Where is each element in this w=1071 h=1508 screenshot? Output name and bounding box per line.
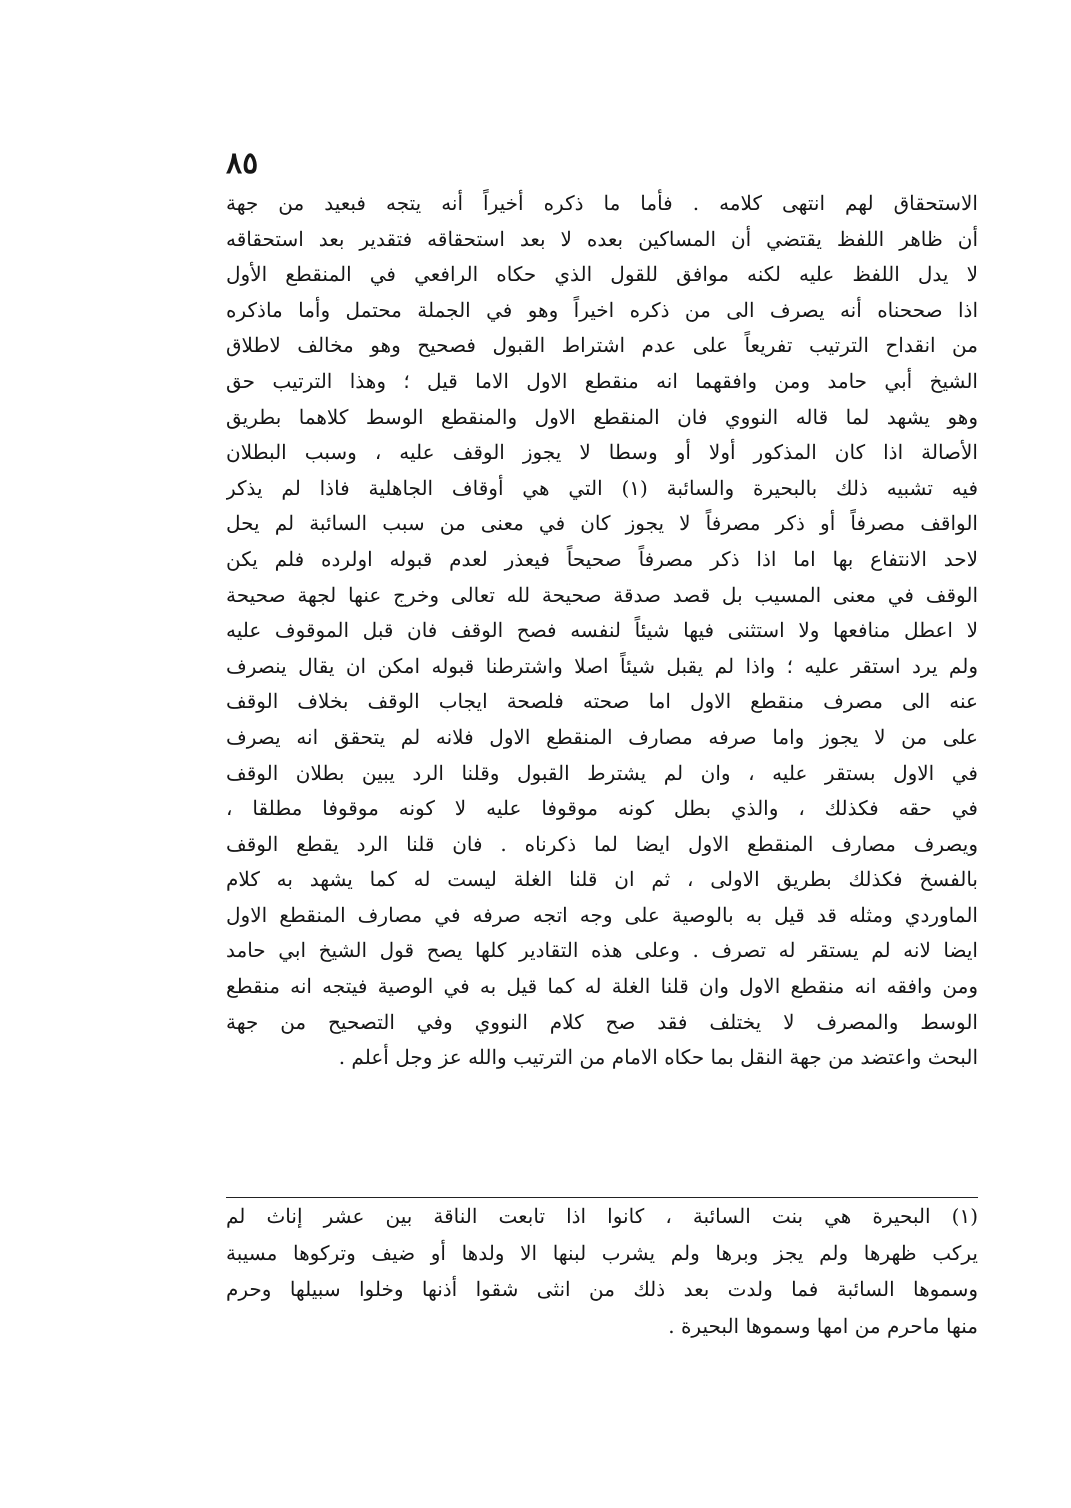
text-line: أن ظاهر اللفظ يقتضي أن المساكين بعده لا بعد استحقاقه فتقدير بعد استحقاقه <box>226 226 978 251</box>
text-line: ولم يرد استقر عليه ؛ واذا لم يقبل شيئاً اصلا واشترطنا قبوله امكن ان يقال ينصرف <box>226 653 978 678</box>
text-line: لا اعطل منافعها ولا استثنى فيها شيئاً لنفسه فصح الوقف فان قبل الموقوف عليه <box>226 618 978 643</box>
text-line: الماوردي ومثله قد قيل به بالوصية على وجه اتجه صرفه في مصارف المنقطع الاول <box>226 902 978 927</box>
footnote-line: يركب ظهرها ولم يجز وبرها ولم يشرب لبنها الا ولدها أو ضيف وتركوها مسيبة <box>226 1240 978 1265</box>
text-line: فيه تشبيه ذلك بالبحيرة والسائبة (١) التي هي أوقاف الجاهلية فاذا لم يذكر <box>226 475 978 500</box>
footnote-line: وسموها السائبة فما ولدت بعد ذلك من انثى شقوا أذنها وخلوا سبيلها وحرم <box>226 1277 978 1301</box>
footnote <box>226 1198 978 1344</box>
text-line: البحث واعتضد من جهة النقل بما حكاه الامام من الترتيب والله عز وجل أعلم . <box>338 1045 978 1070</box>
text-line: ويصرف مصارف المنقطع الاول ايضا لما ذكرناه . فان قلنا الرد يقطع الوقف <box>226 831 978 856</box>
footnote-line: منها ماحرم من امها وسموها البحيرة . <box>668 1313 978 1338</box>
text-line: في الاول بستقر عليه ، وان لم يشترط القبول وقلنا الرد يبين بطلان الوقف <box>226 760 978 785</box>
text-line: من انقداح الترتيب تفريعاً على عدم اشتراط القبول فصحيح وهو مخالف لاطلاق <box>226 333 978 358</box>
main-text <box>226 186 978 1076</box>
text-line: لاحد الانتفاع بها اما اذا ذكر مصرفاً صحيحاً فيعذر لعدم قبوله اولرده فلم يكن <box>226 546 978 571</box>
text-line: لا يدل اللفظ عليه لكنه موافق للقول الذي حكاه الرافعي في المنقطع الأول <box>226 262 978 287</box>
page-number: ٨٥ <box>226 146 259 181</box>
text-line: الأصالة اذا كان المذكور أولا أو وسطا لا يجوز الوقف عليه ، وسبب البطلان <box>226 440 978 465</box>
text-line: في حقه فكذلك ، والذي بطل كونه موقوفا عليه لا كونه موقوفا مطلقا ، <box>226 796 978 821</box>
footnote-line: (١) البحيرة هي بنت السائبة ، كانوا اذا تابعت الناقة بين عشر إناث لم <box>226 1204 978 1228</box>
text-line: ايضا لانه لم يستقر له تصرف . وعلى هذه التقادير كلها يصح قول الشيخ ابي حامد <box>226 938 978 963</box>
text-line: الاستحقاق لهم انتهى كلامه . فأما ما ذكره أخيراً أنه يتجه فبعيد من جهة <box>226 191 978 215</box>
text-line: الواقف مصرفاً أو ذكر مصرفاً لا يجوز كان في معنى من سبب السائبة لم يحل <box>226 511 978 536</box>
text-line: وهو يشهد لما قاله النووي فان المنقطع الاول والمنقطع الوسط كلاهما بطريق <box>226 404 978 429</box>
text-line: اذا صححناه أنه يصرف الى من ذكره اخيراً وهو في الجملة محتمل وأما ماذكره <box>226 297 978 322</box>
text-line: الوقف في معنى المسيب بل قصد صدقة صحيحة لله تعالى وخرج عنها لجهة صحيحة <box>226 582 978 607</box>
text-line: الوسط والمصرف لا يختلف فقد صح كلام النووي وفي التصحيح من جهة <box>226 1009 978 1034</box>
text-line: عنه الى مصرف منقطع الاول اما صحته فلصحة ايجاب الوقف بخلاف الوقف <box>226 689 978 714</box>
text-line: الشيخ أبي حامد ومن وافقهما انه منقطع الاول الاما قيل ؛ وهذا الترتيب حق <box>226 368 978 393</box>
text-line: ومن وافقه انه منقطع الاول وان قلنا الغلة له كما قيل به في الوصية فيتجه انه منقطع <box>226 974 978 999</box>
text-line: على من لا يجوز واما صرفه مصارف المنقطع الاول فلانه لم يتحقق انه يصرف <box>226 724 978 749</box>
text-line: بالفسخ فكذلك بطريق الاولى ، ثم ان قلنا الغلة ليست له كما يشهد به كلام <box>226 867 978 892</box>
